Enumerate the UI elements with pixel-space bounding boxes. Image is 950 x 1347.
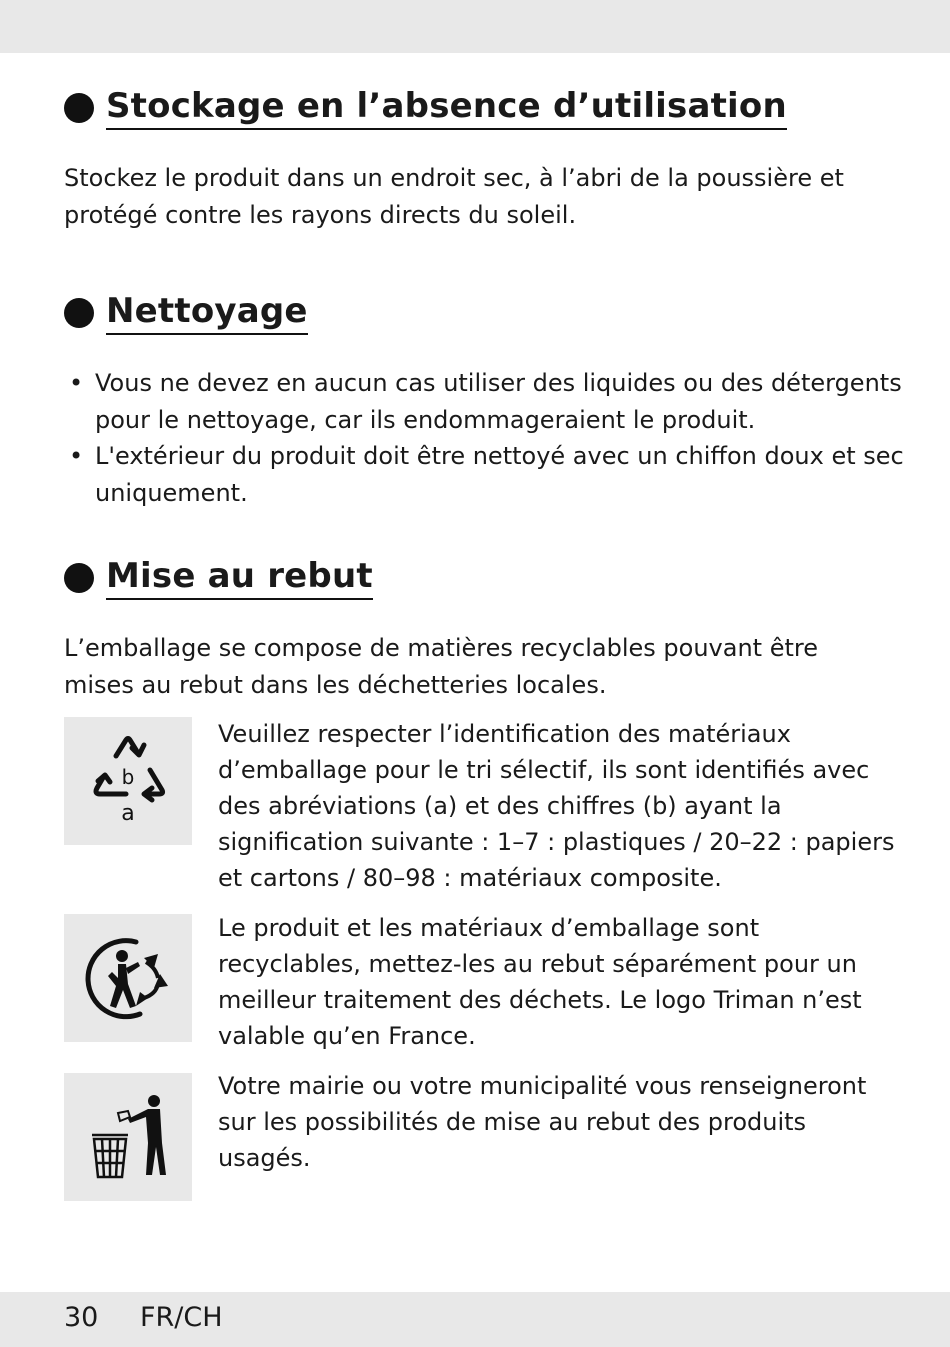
page-number: 30	[64, 1302, 99, 1333]
list-item-text: Vous ne devez en aucun cas utiliser des liquides ou des détergents pour le nettoyage, car ils endommageraient le produit.	[95, 369, 902, 434]
disposal-title: Mise au rebut	[106, 556, 373, 600]
cleaning-list	[64, 365, 904, 511]
disposal-heading	[64, 556, 373, 600]
list-item-text: L'extérieur du produit doit être nettoyé avec un chiffon doux et sec uniquement.	[95, 442, 904, 507]
page-footer	[64, 1302, 223, 1334]
storage-text: Stockez le produit dans un endroit sec, à l’abri de la poussière et protégé contre les rayons directs du soleil.	[64, 164, 844, 229]
trash-text: Votre mairie ou votre municipalité vous renseigneront sur les possibilités de mise au rebut des produits usagés.	[218, 1072, 867, 1172]
disposal-intro: L’emballage se compose de matières recyclables pouvant être mises au rebut dans les déchetteries locales.	[64, 634, 818, 699]
triman-logo-icon	[78, 928, 178, 1028]
recycling-text: Veuillez respecter l’identification des matériaux d’emballage pour le tri sélectif, ils sont identifiés avec des abréviations (a) et des chiffres (b) ayant la signification suivante : 1–7 : plastiques / 20–22 : papiers et cartons / 80–98 : matériaux composite.	[218, 720, 895, 892]
header-band	[0, 0, 950, 53]
trash-bin-person-icon	[78, 1087, 178, 1187]
recycling-icon-box	[64, 717, 192, 845]
cleaning-title: Nettoyage	[106, 291, 308, 335]
bullet-dot-icon	[64, 563, 94, 593]
bullet-dot-icon	[64, 93, 94, 123]
storage-title: Stockage en l’absence d’utilisation	[106, 86, 787, 130]
recycling-triangle-icon	[78, 726, 178, 836]
cleaning-heading	[64, 291, 308, 335]
storage-heading	[64, 86, 787, 130]
recycling-label-b: b	[121, 765, 135, 789]
bullet-dot-icon	[64, 298, 94, 328]
trash-icon-box	[64, 1073, 192, 1201]
list-item: • Vous ne devez en aucun cas utiliser des liquides ou des détergents pour le nettoyage, car ils endommageraient le produit.	[69, 369, 902, 434]
footer-locale: FR/CH	[140, 1302, 223, 1333]
list-item: • L'extérieur du produit doit être nettoyé avec un chiffon doux et sec uniquement.	[69, 442, 904, 507]
recycling-label-a: a	[121, 801, 135, 826]
triman-icon-box	[64, 914, 192, 1042]
triman-text: Le produit et les matériaux d’emballage sont recyclables, mettez-les au rebut séparément pour un meilleur traitement des déchets. Le logo Triman n’est valable qu’en France.	[218, 914, 862, 1050]
